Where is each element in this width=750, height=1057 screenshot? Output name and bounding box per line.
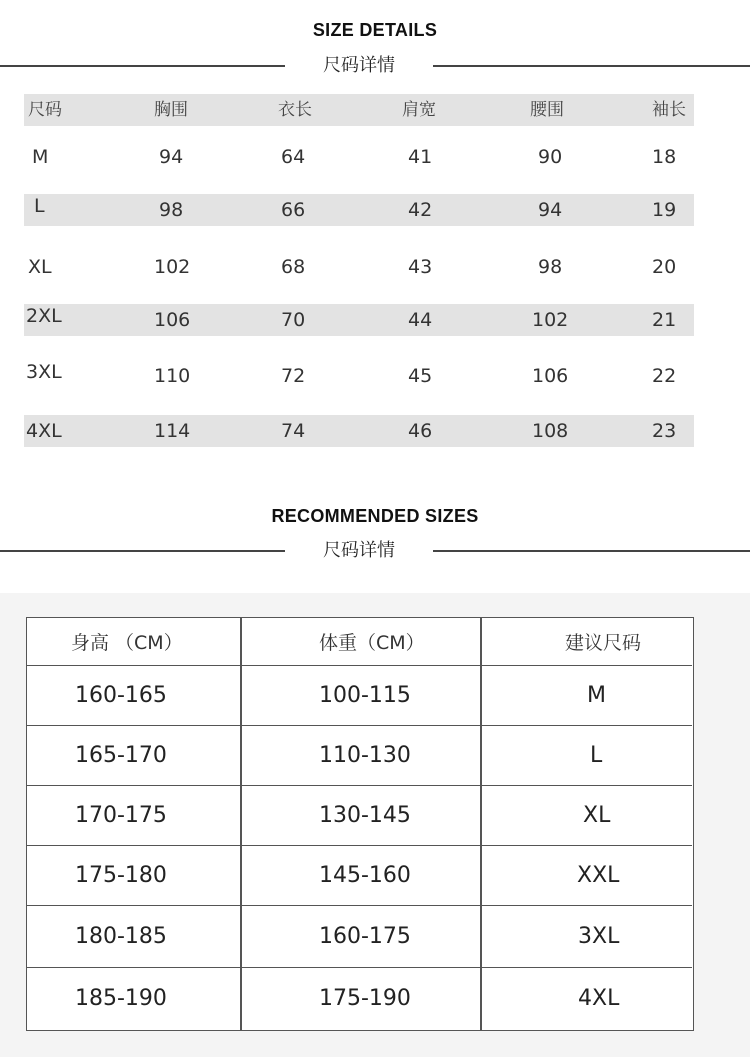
size-details-heading [0,20,750,41]
size-cell: 2XL [26,305,62,327]
size-details-subtitle-row [0,53,750,79]
length-cell: 72 [281,365,306,387]
suggested-size-cell: 4XL [578,986,620,1011]
divider-left [0,550,285,552]
chest-cell: 94 [159,146,184,168]
size-details-subtitle: 尺码详情 [323,55,395,76]
divider-right [433,65,750,67]
table-row [24,141,694,173]
chest-cell: 98 [159,199,184,221]
sleeve-cell: 23 [652,420,677,442]
table-row [24,251,694,283]
recommended-sizes-table [26,617,694,1031]
size-cell: M [32,146,49,168]
table-row [27,968,692,1029]
size-cell: L [34,195,45,217]
length-cell: 64 [281,146,306,168]
table-row [24,304,694,336]
height-cell: 160-165 [75,683,167,708]
header-cell: 尺码 [28,100,62,120]
header-cell: 袖长 [652,100,686,120]
sleeve-cell: 20 [652,256,677,278]
weight-cell: 145-160 [319,863,411,888]
chest-cell: 110 [154,365,191,387]
suggested-size-cell: M [587,683,606,708]
length-cell: 68 [281,256,306,278]
weight-cell: 160-175 [319,924,411,949]
height-header: 身高 （CM） [71,632,183,654]
height-cell: 185-190 [75,986,167,1011]
recommended-sizes-title: RECOMMENDED SIZES [271,506,479,526]
shoulder-cell: 41 [408,146,433,168]
chest-cell: 114 [154,420,191,442]
header-cell: 胸围 [154,100,188,120]
waist-cell: 94 [538,199,563,221]
height-cell: 175-180 [75,863,167,888]
size-cell: 4XL [26,420,62,442]
header-cell: 衣长 [278,100,312,120]
waist-cell: 98 [538,256,563,278]
length-cell: 74 [281,420,306,442]
size-table-header [24,94,694,126]
waist-cell: 102 [532,309,569,331]
suggested-size-cell: XXL [577,863,620,888]
recommended-sizes-subtitle: 尺码详情 [323,540,395,561]
header-cell: 肩宽 [402,100,436,120]
table-row [27,666,692,726]
size-details-title: SIZE DETAILS [312,20,438,40]
recommended-sizes-subtitle-row [0,538,750,564]
weight-cell: 175-190 [319,986,411,1011]
table-row [24,360,694,392]
size-cell: 3XL [26,361,62,383]
table-row [27,906,692,968]
shoulder-cell: 42 [408,199,433,221]
waist-cell: 90 [538,146,563,168]
recommended-table-header [27,618,692,666]
weight-cell: 100-115 [319,683,411,708]
sleeve-cell: 18 [652,146,677,168]
chest-cell: 106 [154,309,191,331]
table-row [27,846,692,906]
height-cell: 165-170 [75,743,167,768]
table-row [24,415,694,447]
waist-cell: 106 [532,365,569,387]
table-row [27,786,692,846]
length-cell: 66 [281,199,306,221]
suggested-size-cell: 3XL [578,924,620,949]
suggested-size-header: 建议尺码 [565,632,642,654]
suggested-size-cell: L [590,743,603,768]
recommended-sizes-heading [0,506,750,527]
table-row [27,726,692,786]
sleeve-cell: 22 [652,365,677,387]
weight-header: 体重（CM） [319,632,425,654]
height-cell: 170-175 [75,803,167,828]
suggested-size-cell: XL [583,803,611,828]
divider-left [0,65,285,67]
chest-cell: 102 [154,256,191,278]
header-cell: 腰围 [530,100,564,120]
shoulder-cell: 45 [408,365,433,387]
waist-cell: 108 [532,420,569,442]
shoulder-cell: 43 [408,256,433,278]
shoulder-cell: 46 [408,420,433,442]
sleeve-cell: 19 [652,199,677,221]
length-cell: 70 [281,309,306,331]
table-row [24,194,694,226]
height-cell: 180-185 [75,924,167,949]
sleeve-cell: 21 [652,309,677,331]
weight-cell: 130-145 [319,803,411,828]
size-cell: XL [28,256,52,278]
weight-cell: 110-130 [319,743,411,768]
shoulder-cell: 44 [408,309,433,331]
divider-right [433,550,750,552]
